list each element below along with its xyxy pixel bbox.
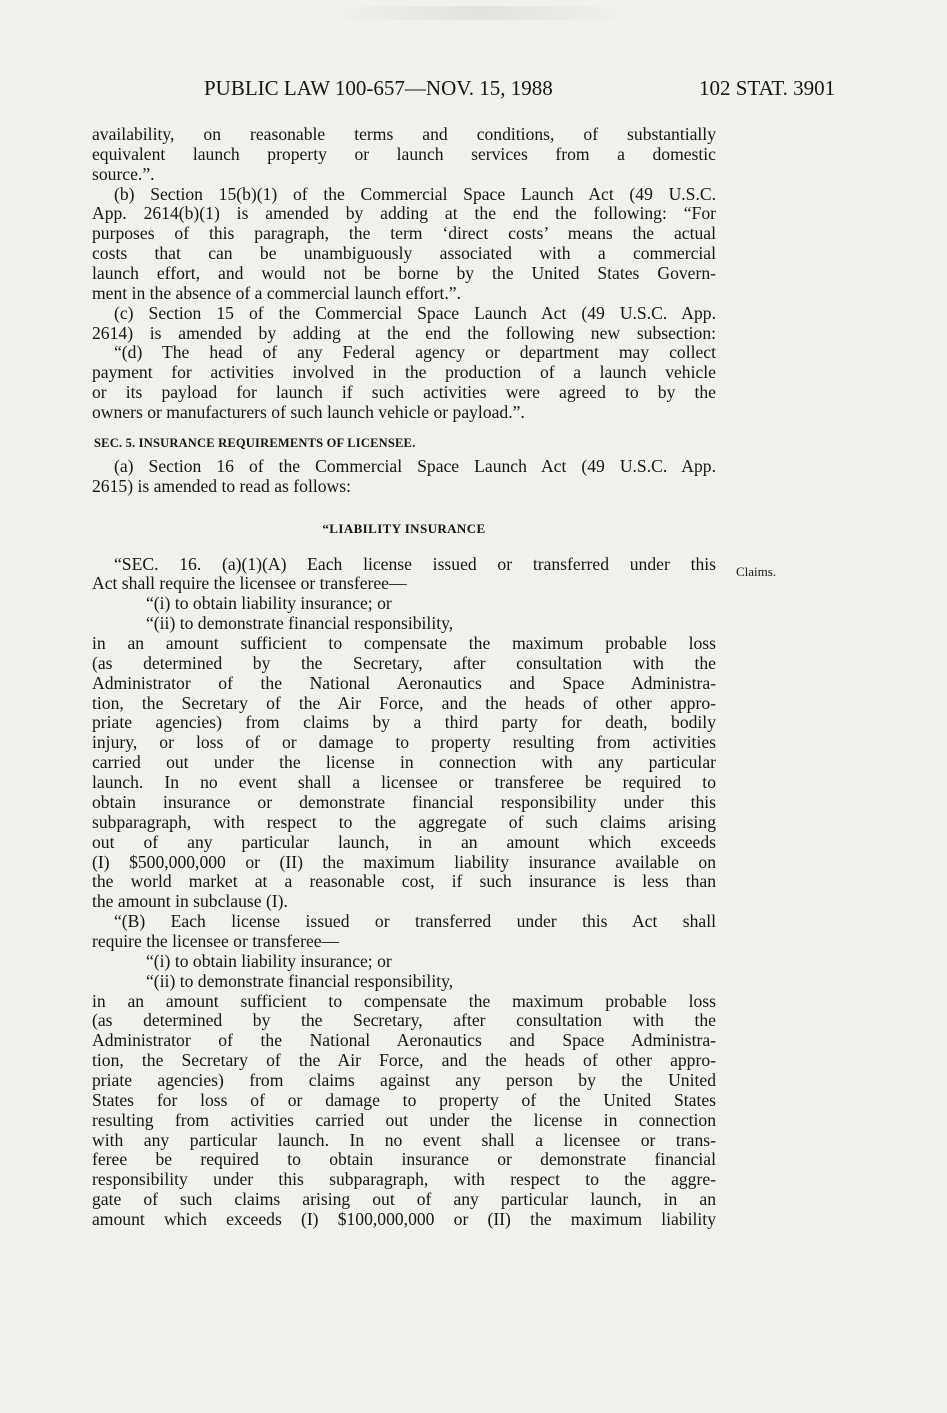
- text-line: Administrator of the National Aeronautics and Space Administra-: [92, 1030, 716, 1051]
- text-line: purposes of this paragraph, the term ‘direct costs’ means the actual: [92, 223, 716, 244]
- text-line: subparagraph, with respect to the aggregate of such claims arising: [92, 811, 716, 832]
- text-line: costs that can be unambiguously associated with a commercial: [92, 243, 716, 264]
- text-line: source.”.: [92, 163, 155, 184]
- text-line: (b) Section 15(b)(1) of the Commercial Space Launch Act (49 U.S.C.: [114, 183, 716, 204]
- text-line: App. 2614(b)(1) is amended by adding at the end the following: “For: [92, 203, 716, 224]
- text-line: the amount in subclause (I).: [92, 891, 288, 912]
- text-line: Administrator of the National Aeronautics and Space Administra-: [92, 672, 716, 693]
- text-line: resulting from activities carried out under the license in connection: [92, 1109, 716, 1130]
- running-header-title: PUBLIC LAW 100-657—NOV. 15, 1988: [204, 76, 553, 100]
- text-line: in an amount sufficient to compensate the maximum probable loss: [92, 633, 716, 654]
- scan-smudge: [330, 6, 630, 20]
- text-line: “(ii) to demonstrate financial responsibility,: [146, 613, 454, 634]
- text-line: “(i) to obtain liability insurance; or: [146, 950, 392, 971]
- text-line: “(d) The head of any Federal agency or department may collect: [114, 342, 716, 363]
- text-line: launch effort, and would not be borne by the United States Govern-: [92, 263, 716, 284]
- text-line: with any particular launch. In no event shall a licensee or trans-: [92, 1129, 716, 1150]
- text-line: feree be required to obtain insurance or demonstrate financial: [92, 1149, 716, 1170]
- text-line: injury, or loss of or damage to property resulting from activities: [92, 732, 716, 753]
- text-line: responsibility under this subparagraph, with respect to the aggre-: [92, 1169, 716, 1190]
- text-line: (as determined by the Secretary, after consultation with the: [92, 1010, 716, 1031]
- text-line: gate of such claims arising out of any particular launch, in an: [92, 1189, 716, 1210]
- section-heading: SEC. 5. INSURANCE REQUIREMENTS OF LICENSEE.: [94, 435, 416, 450]
- text-line: require the licensee or transferee—: [92, 930, 340, 951]
- text-line: “(i) to obtain liability insurance; or: [146, 593, 392, 614]
- text-line: priate agencies) from claims against any person by the United: [92, 1069, 716, 1090]
- subsection-heading: “LIABILITY INSURANCE: [322, 520, 486, 536]
- text-line: “SEC. 16. (a)(1)(A) Each license issued or transferred under this: [114, 553, 716, 574]
- text-line: (I) $500,000,000 or (II) the maximum liability insurance available on: [92, 851, 716, 872]
- text-line: (a) Section 16 of the Commercial Space Launch Act (49 U.S.C. App.: [114, 455, 716, 476]
- text-line: 2614) is amended by adding at the end the following new subsection:: [92, 322, 716, 343]
- text-line: obtain insurance or demonstrate financial responsibility under this: [92, 791, 716, 812]
- text-line: in an amount sufficient to compensate the maximum probable loss: [92, 990, 716, 1011]
- text-line: out of any particular launch, in an amount which exceeds: [92, 831, 716, 852]
- margin-note: Claims.: [736, 564, 777, 579]
- text-line: payment for activities involved in the production of a launch vehicle: [92, 362, 716, 383]
- text-line: States for loss of or damage to property of the United States: [92, 1089, 716, 1110]
- text-line: “(ii) to demonstrate financial responsibility,: [146, 970, 454, 991]
- body-text: [92, 125, 716, 1230]
- text-line: equivalent launch property or launch services from a domestic: [92, 143, 716, 164]
- text-line: ment in the absence of a commercial launch effort.”.: [92, 282, 461, 303]
- text-line: carried out under the license in connection with any particular: [92, 752, 716, 773]
- text-line: 2615) is amended to read as follows:: [92, 475, 351, 496]
- text-line: availability, on reasonable terms and conditions, of substantially: [92, 124, 716, 144]
- text-line: amount which exceeds (I) $100,000,000 or (II) the maximum liability: [92, 1208, 716, 1229]
- text-line: Act shall require the licensee or transferee—: [92, 573, 407, 594]
- text-line: “(B) Each license issued or transferred under this Act shall: [114, 911, 716, 932]
- text-line: priate agencies) from claims by a third party for death, bodily: [92, 712, 716, 733]
- text-line: (c) Section 15 of the Commercial Space Launch Act (49 U.S.C. App.: [114, 302, 716, 323]
- text-line: launch. In no event shall a licensee or transferee be required to: [92, 772, 716, 793]
- text-line: owners or manufacturers of such launch vehicle or payload.”.: [92, 402, 525, 423]
- text-line: the world market at a reasonable cost, if such insurance is less than: [92, 871, 716, 892]
- text-line: tion, the Secretary of the Air Force, and the heads of other appro-: [92, 1050, 716, 1071]
- text-line: or its payload for launch if such activities were agreed to by the: [92, 382, 716, 403]
- text-line: tion, the Secretary of the Air Force, and the heads of other appro-: [92, 692, 716, 713]
- page-citation: 102 STAT. 3901: [699, 76, 836, 100]
- text-line: (as determined by the Secretary, after consultation with the: [92, 652, 716, 673]
